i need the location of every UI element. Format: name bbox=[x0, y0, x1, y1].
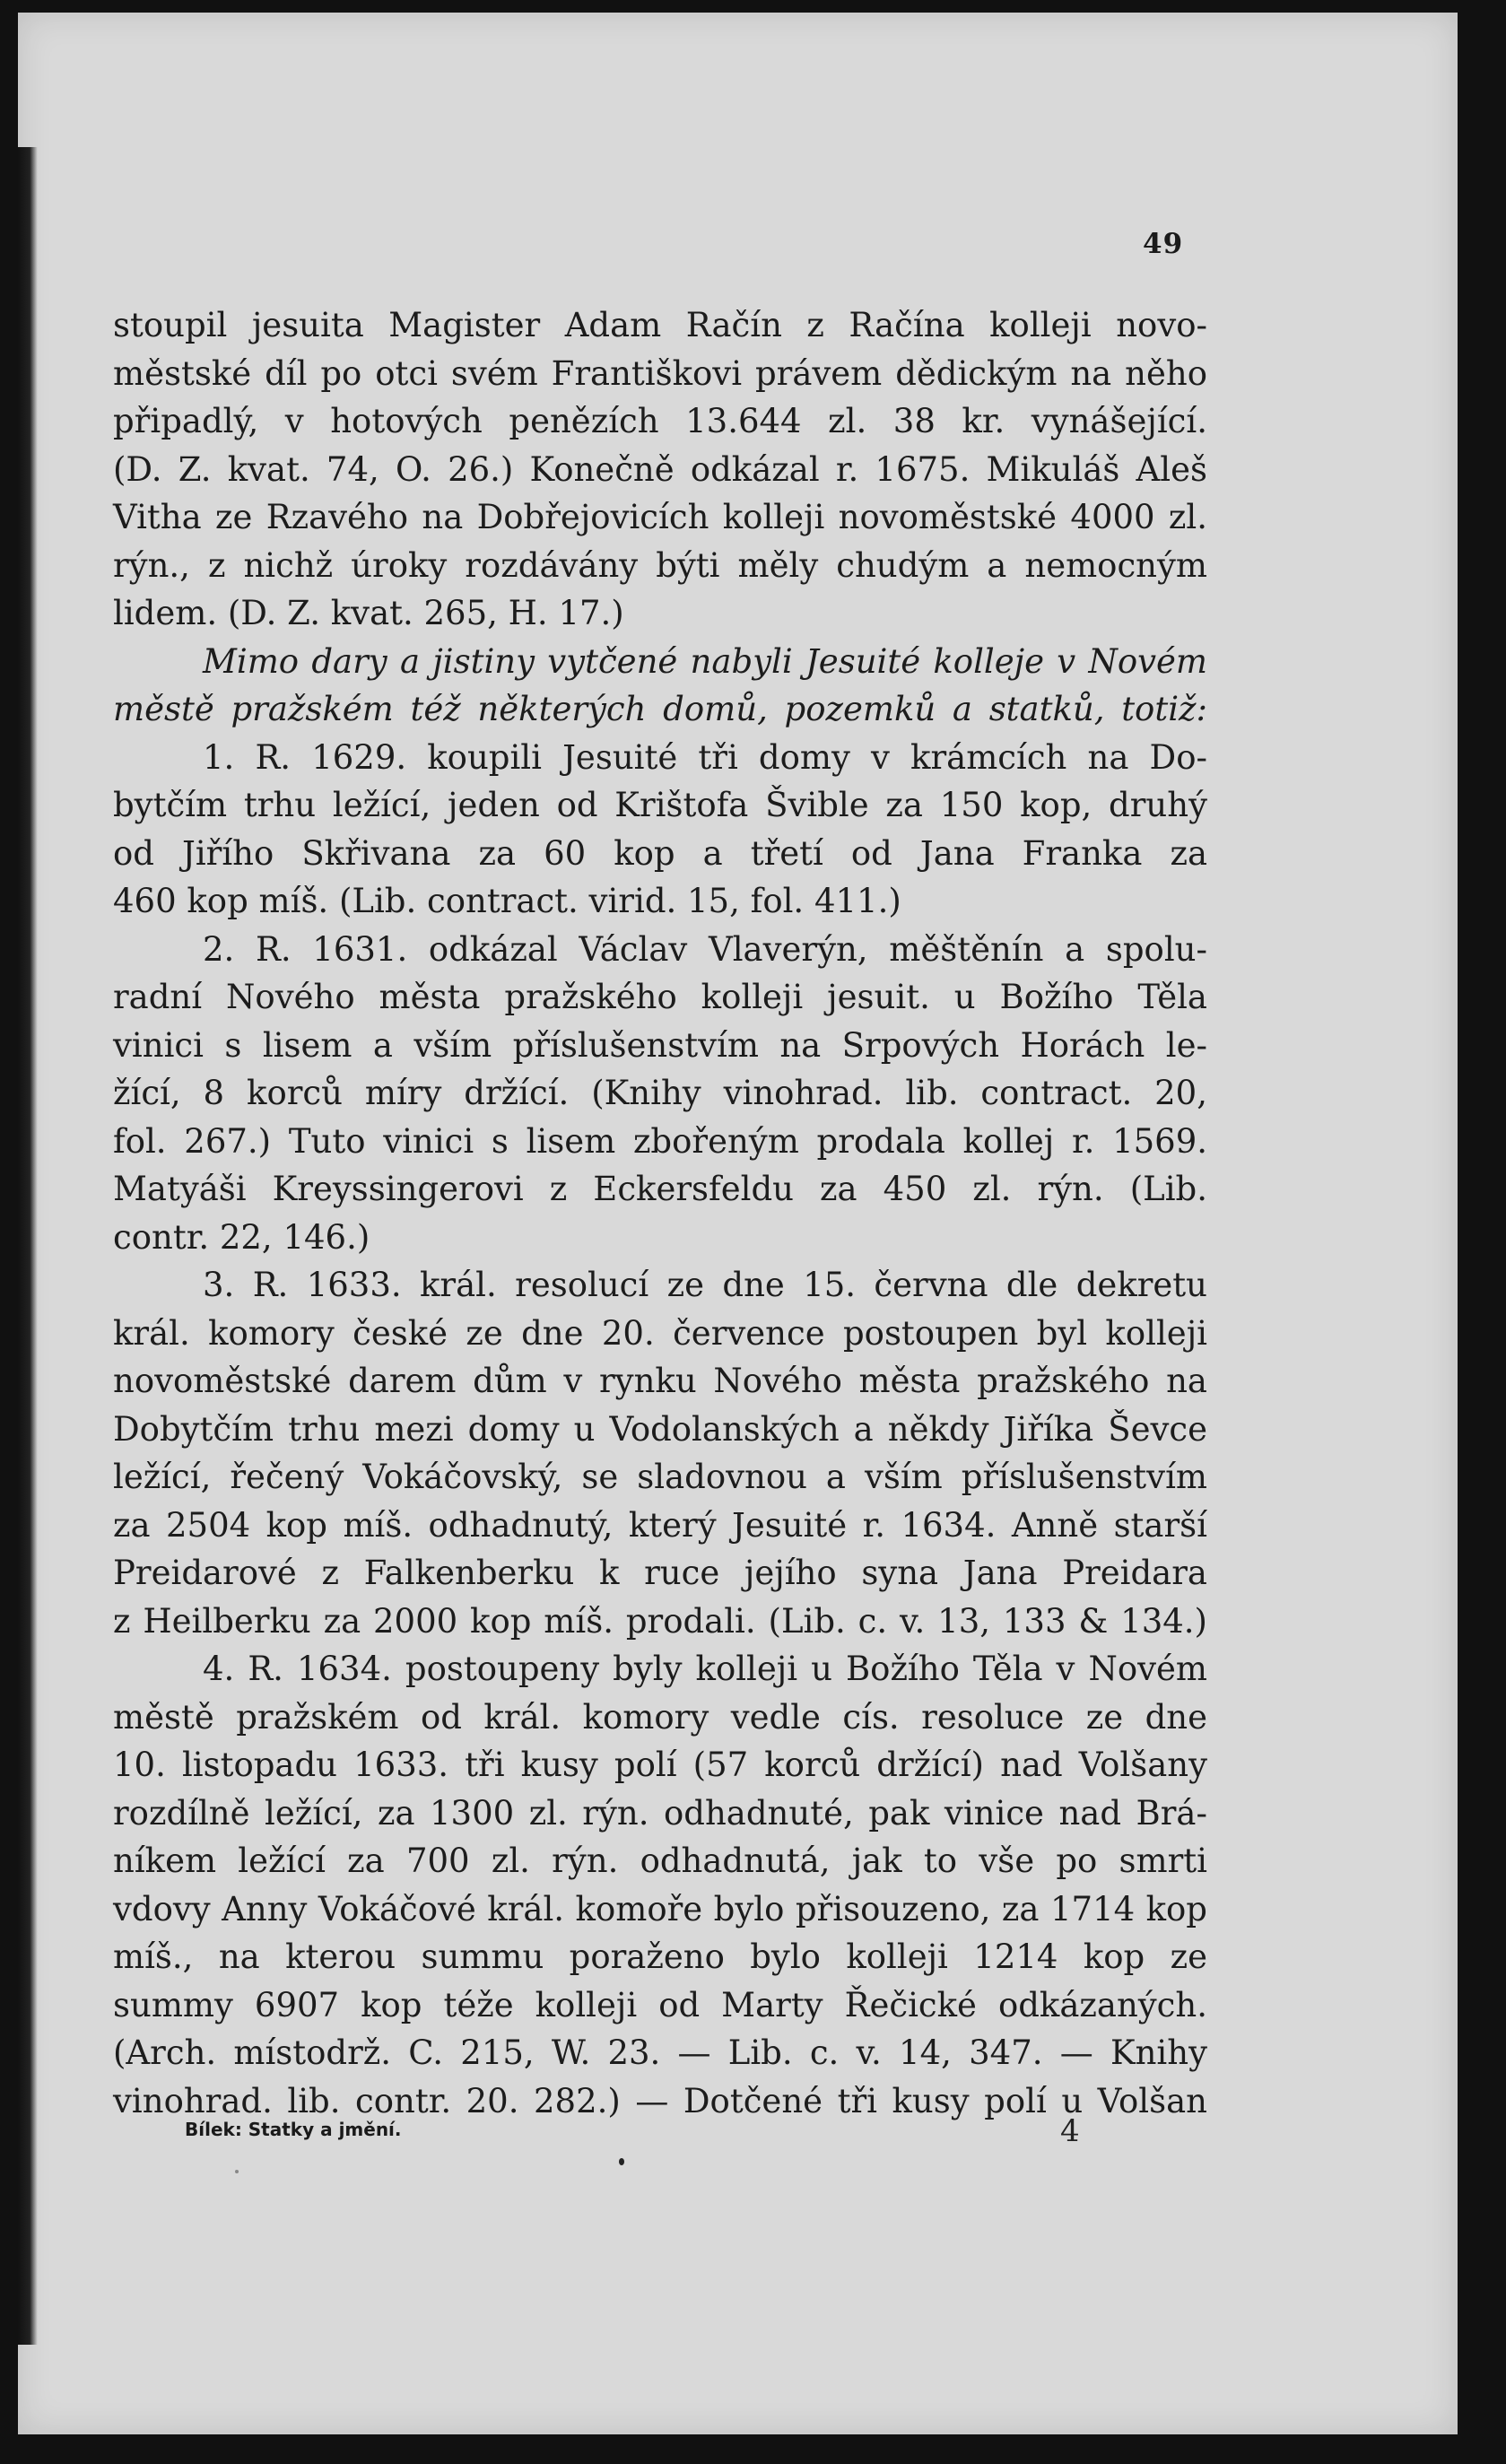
text-line: král. komory české ze dne 20. července postoupen byl kolleji bbox=[113, 1313, 1207, 1353]
text-line: 2. R. 1631. odkázal Václav Vlaverýn, měštěnín a spolu- bbox=[203, 929, 1207, 969]
page-number: 49 bbox=[1143, 228, 1184, 260]
text-line: fol. 267.) Tuto vinici s lisem zbořeným prodala kollej r. 1569. bbox=[113, 1121, 1207, 1161]
text-line: (Arch. místodrž. C. 215, W. 23. — Lib. c. v. 14, 347. — Knihy bbox=[113, 2033, 1207, 2072]
text-line: vdovy Anny Vokáčové král. komoře bylo přisouzeno, za 1714 kop bbox=[113, 1889, 1207, 1929]
text-line: Matyáši Kreyssingerovi z Eckersfeldu za 450 zl. rýn. (Lib. bbox=[113, 1170, 1207, 1208]
text-line: Dobytčím trhu mezi domy u Vodolanských a někdy Jiříka Ševce bbox=[113, 1409, 1207, 1449]
section-heading-line: městě pražském též některých domů, pozemků a statků, totiž: bbox=[113, 690, 1207, 728]
section-heading-line: Mimo dary a jistiny vytčené nabyli Jesuité kolleje v Novém bbox=[203, 641, 1207, 681]
book-page bbox=[18, 13, 1458, 2434]
text-line: summy 6907 kop téže kolleji od Marty Řečické odkázaných. bbox=[113, 1985, 1207, 2024]
text-line: 1. R. 1629. koupili Jesuité tři domy v krámcích na Do- bbox=[203, 737, 1207, 777]
text-line: stoupil jesuita Magister Adam Račín z Račína kolleji novo- bbox=[113, 306, 1207, 344]
text-line: 10. listopadu 1633. tři kusy polí (57 korců držící) nad Volšany bbox=[113, 1746, 1207, 1784]
text-line: radní Nového města pražského kolleji jesuit. u Božího Těla bbox=[113, 978, 1207, 1016]
body-text bbox=[113, 301, 1207, 2125]
page-footer bbox=[90, 2113, 1195, 2155]
ink-speck bbox=[235, 2170, 239, 2173]
text-line: od Jiřího Skřivana za 60 kop a třetí od Jana Franka za bbox=[113, 833, 1207, 873]
text-line: 4. R. 1634. postoupeny byly kolleji u Božího Těla v Novém bbox=[203, 1650, 1207, 1688]
text-line: městě pražském od král. komory vedle cís. resoluce ze dne bbox=[113, 1697, 1207, 1737]
ink-speck bbox=[619, 2158, 624, 2165]
text-line: (D. Z. kvat. 74, O. 26.) Konečně odkázal r. 1675. Mikuláš Aleš bbox=[113, 449, 1207, 489]
text-line: bytčím trhu ležící, jeden od Krištofa Švible za 150 kop, druhý bbox=[113, 786, 1207, 824]
text-line: městské díl po otci svém Františkovi právem dědickým na něho bbox=[113, 353, 1207, 393]
text-line: Vitha ze Rzavého na Dobřejovicích kolleji novoměstské 4000 zl. bbox=[113, 498, 1207, 536]
text-line: 460 kop míš. (Lib. contract. virid. 15, fol. 411.) bbox=[113, 882, 901, 920]
footer-signature: Bílek: Statky a jmění. bbox=[185, 2119, 402, 2140]
text-line: připadlý, v hotových penězích 13.644 zl. 38 kr. vynášející. bbox=[113, 402, 1207, 440]
text-line: vinici s lisem a vším příslušenstvím na Srpových Horách le- bbox=[113, 1025, 1207, 1065]
text-line: za 2504 kop míš. odhadnutý, který Jesuité r. 1634. Anně starší bbox=[113, 1505, 1207, 1545]
text-line: novoměstské darem dům v rynku Nového města pražského na bbox=[113, 1362, 1207, 1400]
text-line: 3. R. 1633. král. resolucí ze dne 15. června dle dekretu bbox=[203, 1266, 1207, 1304]
text-line: rýn., z nichž úroky rozdávány býti měly chudým a nemocným bbox=[113, 545, 1207, 585]
text-line: lidem. (D. Z. kvat. 265, H. 17.) bbox=[113, 594, 624, 632]
footer-sheet-number: 4 bbox=[1060, 2113, 1080, 2149]
text-line: níkem ležící za 700 zl. rýn. odhadnutá, jak to vše po smrti bbox=[113, 1841, 1207, 1880]
book-spine-shadow bbox=[18, 147, 38, 2345]
text-line: žící, 8 korců míry držící. (Knihy vinohrad. lib. contract. 20, bbox=[113, 1074, 1207, 1112]
text-line: contr. 22, 146.) bbox=[113, 1217, 370, 1257]
text-line: z Heilberku za 2000 kop míš. prodali. (Lib. c. v. 13, 133 & 134.) bbox=[113, 1601, 1207, 1641]
text-line: Preidarové z Falkenberku k ruce jejího syna Jana Preidara bbox=[113, 1554, 1207, 1592]
text-line: vinohrad. lib. contr. 20. 282.) — Dotčené tři kusy polí u Volšan bbox=[113, 2081, 1207, 2120]
text-line: ležící, řečený Vokáčovský, se sladovnou a vším příslušenstvím bbox=[113, 1458, 1207, 1496]
text-line: rozdílně ležící, za 1300 zl. rýn. odhadnuté, pak vinice nad Brá- bbox=[113, 1793, 1207, 1833]
text-line: míš., na kterou summu poraženo bylo kolleji 1214 kop ze bbox=[113, 1937, 1207, 1976]
